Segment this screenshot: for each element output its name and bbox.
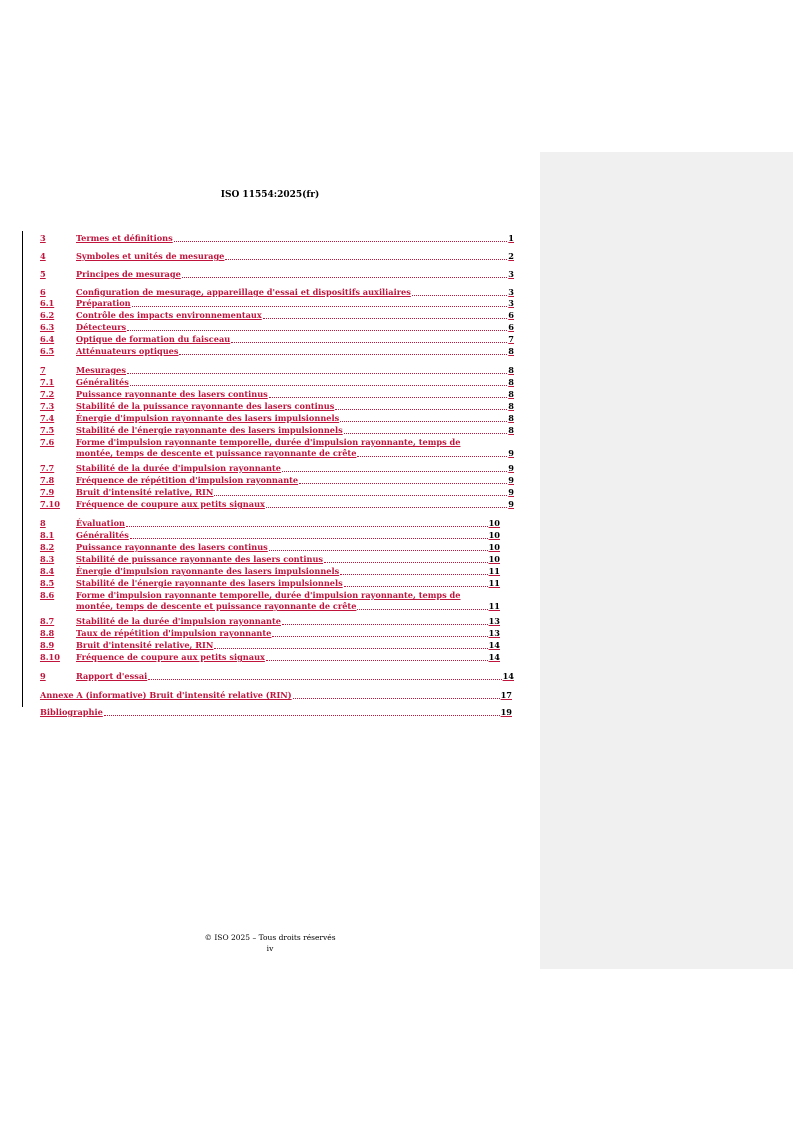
- toc-entry-title: Atténuateurs optiques: [76, 346, 179, 356]
- toc-entry-title: Stabilité de la durée d'impulsion rayonnante: [76, 616, 281, 626]
- toc-leader-dots: [214, 489, 507, 496]
- toc-entry-number: 8.6: [40, 590, 55, 600]
- toc-entry[interactable]: [40, 578, 500, 589]
- toc-leader-dots: [104, 709, 500, 716]
- toc-entry-number: 7.1: [40, 377, 55, 387]
- toc-entry-number: 6.4: [40, 334, 55, 344]
- toc-entry-number: 7.2: [40, 389, 55, 399]
- toc-entry-page: 6: [508, 322, 514, 332]
- toc-entry-page: 3: [508, 298, 514, 308]
- toc-leader-dots: [214, 642, 487, 649]
- toc-leader-dots: [266, 654, 488, 661]
- toc-leader-dots: [127, 324, 507, 331]
- toc-entry-number: 7.10: [40, 499, 60, 509]
- toc-entry-number: 6.5: [40, 346, 55, 356]
- toc-entry-page: 8: [508, 377, 514, 387]
- toc-entry-title: Énergie d'impulsion rayonnante des lasers impulsionnels: [76, 413, 340, 423]
- toc-entry-page: 8: [508, 365, 514, 375]
- toc-entry-number: 8.7: [40, 616, 55, 626]
- toc-entry[interactable]: [40, 542, 500, 553]
- toc-entry-number: 5: [40, 269, 46, 279]
- toc-entry[interactable]: [40, 652, 500, 663]
- toc-entry[interactable]: [40, 499, 514, 510]
- toc-entry-number: 7.7: [40, 463, 55, 473]
- toc-entry-number: 6.2: [40, 310, 55, 320]
- toc-leader-dots: [225, 253, 507, 260]
- toc-entry-title: Principes de mesurage: [76, 269, 181, 279]
- toc-entry-title: Fréquence de répétition d'impulsion rayonnante: [76, 475, 299, 485]
- toc-entry-title: Stabilité de la puissance rayonnante des lasers continus: [76, 401, 335, 411]
- toc-entry-page: 11: [488, 578, 500, 588]
- toc-entry-page: 9: [508, 499, 514, 509]
- toc-leader-dots: [130, 532, 488, 539]
- toc-leader-dots: [344, 427, 508, 434]
- toc-entry-page: 14: [502, 671, 514, 681]
- toc-entry[interactable]: [40, 640, 500, 651]
- toc-leader-dots: [299, 477, 507, 484]
- toc-entry-title: Stabilité de l'énergie rayonnante des lasers impulsionnels: [76, 578, 343, 588]
- toc-entry-number: 8.4: [40, 566, 55, 576]
- toc-entry[interactable]: [40, 334, 514, 345]
- toc-entry-page: 10: [488, 530, 500, 540]
- toc-entry-page: 1: [508, 233, 514, 243]
- toc-entry[interactable]: [40, 389, 514, 400]
- change-bar: [22, 231, 23, 707]
- toc-leader-dots: [174, 235, 508, 242]
- toc-entry-number: 4: [40, 251, 46, 261]
- toc-entry[interactable]: [40, 269, 514, 280]
- toc-entry[interactable]: [40, 530, 500, 541]
- toc-entry-number: 3: [40, 233, 46, 243]
- toc-leader-dots: [293, 692, 500, 699]
- toc-entry[interactable]: [40, 401, 514, 412]
- toc-entry[interactable]: [40, 487, 514, 498]
- toc-leader-dots: [269, 391, 508, 398]
- toc-entry-title: Fréquence de coupure aux petits signaux: [76, 499, 265, 509]
- toc-entry-title: Termes et définitions: [76, 233, 173, 243]
- toc-entry[interactable]: [40, 377, 514, 388]
- toc-entry[interactable]: [40, 287, 514, 298]
- toc-leader-dots: [282, 618, 488, 625]
- toc-leader-dots: [130, 379, 507, 386]
- toc-entry-number: 8.2: [40, 542, 55, 552]
- toc-entry-title: Forme d'impulsion rayonnante temporelle, durée d'impulsion rayonnante, temps de: [76, 437, 461, 447]
- toc-entry-title-continued: montée, temps de descente et puissance rayonnante de crête: [76, 601, 357, 611]
- toc-entry-title: Énergie d'impulsion rayonnante des lasers impulsionnels: [76, 566, 340, 576]
- toc-entry[interactable]: [40, 671, 514, 682]
- toc-entry-page: 14: [488, 652, 500, 662]
- toc-entry-title: Évaluation: [76, 518, 125, 528]
- toc-entry-number: 8.9: [40, 640, 55, 650]
- toc-entry-page: 11: [488, 566, 500, 576]
- toc-entry-title: Puissance rayonnante des lasers continus: [76, 389, 268, 399]
- toc-entry-title: Configuration de mesurage, appareillage d'essai et dispositifs auxiliaires: [76, 287, 411, 297]
- toc-entry-number: 7.3: [40, 401, 55, 411]
- toc-entry-page: 3: [508, 287, 514, 297]
- toc-entry-title: Annexe A (informative) Bruit d'intensité relative (RIN): [40, 690, 292, 700]
- toc-entry-title: Forme d'impulsion rayonnante temporelle, durée d'impulsion rayonnante, temps de: [76, 590, 461, 600]
- toc-entry-page: 8: [508, 413, 514, 423]
- toc-entry-number: 8.3: [40, 554, 55, 564]
- toc-entry-page: 8: [508, 401, 514, 411]
- toc-entry-title: Préparation: [76, 298, 131, 308]
- toc-entry-number: 8.10: [40, 652, 60, 662]
- toc-entry-title: Mesurages: [76, 365, 126, 375]
- toc-entry[interactable]: [40, 298, 514, 309]
- toc-entry-page: 9: [508, 475, 514, 485]
- toc-entry-title: Puissance rayonnante des lasers continus: [76, 542, 268, 552]
- toc-entry-page: 8: [508, 425, 514, 435]
- toc-entry-page: 8: [508, 346, 514, 356]
- toc-entry-page: 19: [500, 707, 512, 717]
- toc-entry-number: 6.1: [40, 298, 55, 308]
- toc-entry-number: 6.3: [40, 322, 55, 332]
- toc-leader-dots: [266, 501, 507, 508]
- toc-leader-dots: [182, 271, 508, 278]
- copyright-notice: © ISO 2025 – Tous droits réservés: [204, 933, 336, 942]
- toc-entry-number: 7.6: [40, 437, 55, 447]
- toc-entry-page: 3: [508, 269, 514, 279]
- toc-leader-dots: [324, 556, 488, 563]
- toc-leader-dots: [132, 300, 508, 307]
- toc-entry[interactable]: [40, 554, 500, 565]
- toc-entry-number: 8.8: [40, 628, 55, 638]
- toc-leader-dots: [231, 336, 507, 343]
- toc-entry-number: 9: [40, 671, 46, 681]
- toc-entry[interactable]: [40, 707, 512, 718]
- toc-entry-page: 11: [488, 601, 500, 611]
- toc-entry-title: Symboles et unités de mesurage: [76, 251, 225, 261]
- toc-leader-dots: [357, 603, 487, 610]
- toc-leader-dots: [335, 403, 507, 410]
- toc-entry[interactable]: [40, 475, 514, 486]
- toc-entry-title: Bruit d'intensité relative, RIN: [76, 487, 214, 497]
- toc-leader-dots: [282, 465, 507, 472]
- toc-entry[interactable]: [40, 425, 514, 436]
- toc-entry-number: 7.9: [40, 487, 55, 497]
- toc-entry-title: Contrôle des impacts environnementaux: [76, 310, 262, 320]
- toc-leader-dots: [148, 673, 501, 680]
- toc-leader-dots: [340, 568, 487, 575]
- toc-leader-dots: [269, 544, 488, 551]
- toc-entry[interactable]: [40, 690, 512, 701]
- toc-entry-title: Détecteurs: [76, 322, 127, 332]
- toc-entry[interactable]: [40, 463, 514, 474]
- toc-entry-title: Généralités: [76, 530, 129, 540]
- toc-entry[interactable]: [40, 365, 514, 376]
- toc-entry[interactable]: [40, 628, 500, 639]
- toc-leader-dots: [126, 520, 488, 527]
- toc-entry-number: 7: [40, 365, 46, 375]
- toc-entry-number: 8.1: [40, 530, 55, 540]
- toc-entry-page: 10: [488, 518, 500, 528]
- toc-entry[interactable]: [40, 322, 514, 333]
- toc-entry-page: 13: [488, 628, 500, 638]
- toc-entry-page: 9: [508, 463, 514, 473]
- toc-entry-page: 13: [488, 616, 500, 626]
- toc-leader-dots: [179, 348, 507, 355]
- toc-entry-number: 7.8: [40, 475, 55, 485]
- page-footer: [0, 932, 540, 954]
- toc-entry-number: 7.4: [40, 413, 55, 423]
- page-number: iv: [266, 944, 274, 953]
- toc-entry[interactable]: [40, 251, 514, 262]
- toc-leader-dots: [263, 312, 508, 319]
- toc-entry-page: 6: [508, 310, 514, 320]
- toc-entry[interactable]: [40, 310, 514, 321]
- toc-entry-title: Bibliographie: [40, 707, 103, 717]
- toc-entry-title: Stabilité de l'énergie rayonnante des lasers impulsionnels: [76, 425, 343, 435]
- toc-entry-title: Bruit d'intensité relative, RIN: [76, 640, 214, 650]
- toc-entry-title: Fréquence de coupure aux petits signaux: [76, 652, 265, 662]
- toc-entry-number: 6: [40, 287, 46, 297]
- toc-entry[interactable]: [40, 437, 514, 459]
- toc-entry[interactable]: [40, 566, 500, 577]
- toc-entry-page: 10: [488, 542, 500, 552]
- toc-entry-title: Stabilité de puissance rayonnante des lasers continus: [76, 554, 324, 564]
- toc-entry-page: 9: [508, 448, 514, 458]
- toc-leader-dots: [272, 630, 487, 637]
- toc-entry-title: Généralités: [76, 377, 129, 387]
- toc-entry-page: 9: [508, 487, 514, 497]
- toc-entry[interactable]: [40, 233, 514, 244]
- toc-leader-dots: [412, 289, 507, 296]
- toc-entry-page: 17: [500, 690, 512, 700]
- toc-entry[interactable]: [40, 518, 500, 529]
- toc-entry-title: Optique de formation du faisceau: [76, 334, 231, 344]
- toc-entry[interactable]: [40, 346, 514, 357]
- toc-entry-page: 8: [508, 389, 514, 399]
- toc-entry-page: 2: [508, 251, 514, 261]
- toc-entry[interactable]: [40, 616, 500, 627]
- toc-leader-dots: [340, 415, 507, 422]
- toc-leader-dots: [357, 450, 507, 457]
- toc-entry-page: 10: [488, 554, 500, 564]
- toc-leader-dots: [127, 367, 507, 374]
- toc-entry-number: 8: [40, 518, 46, 528]
- comments-pane: [540, 152, 793, 969]
- toc-entry[interactable]: [40, 590, 500, 612]
- toc-entry-page: 7: [508, 334, 514, 344]
- toc-leader-dots: [344, 580, 488, 587]
- toc-entry-title: Rapport d'essai: [76, 671, 148, 681]
- toc-entry[interactable]: [40, 413, 514, 424]
- toc-entry-title: Taux de répétition d'impulsion rayonnante: [76, 628, 272, 638]
- toc-entry-page: 14: [488, 640, 500, 650]
- toc-entry-title: Stabilité de la durée d'impulsion rayonnante: [76, 463, 281, 473]
- toc-entry-title-continued: montée, temps de descente et puissance rayonnante de crête: [76, 448, 357, 458]
- toc-entry-number: 7.5: [40, 425, 55, 435]
- toc-entry-number: 8.5: [40, 578, 55, 588]
- document-id: ISO 11554:2025(fr): [220, 190, 320, 200]
